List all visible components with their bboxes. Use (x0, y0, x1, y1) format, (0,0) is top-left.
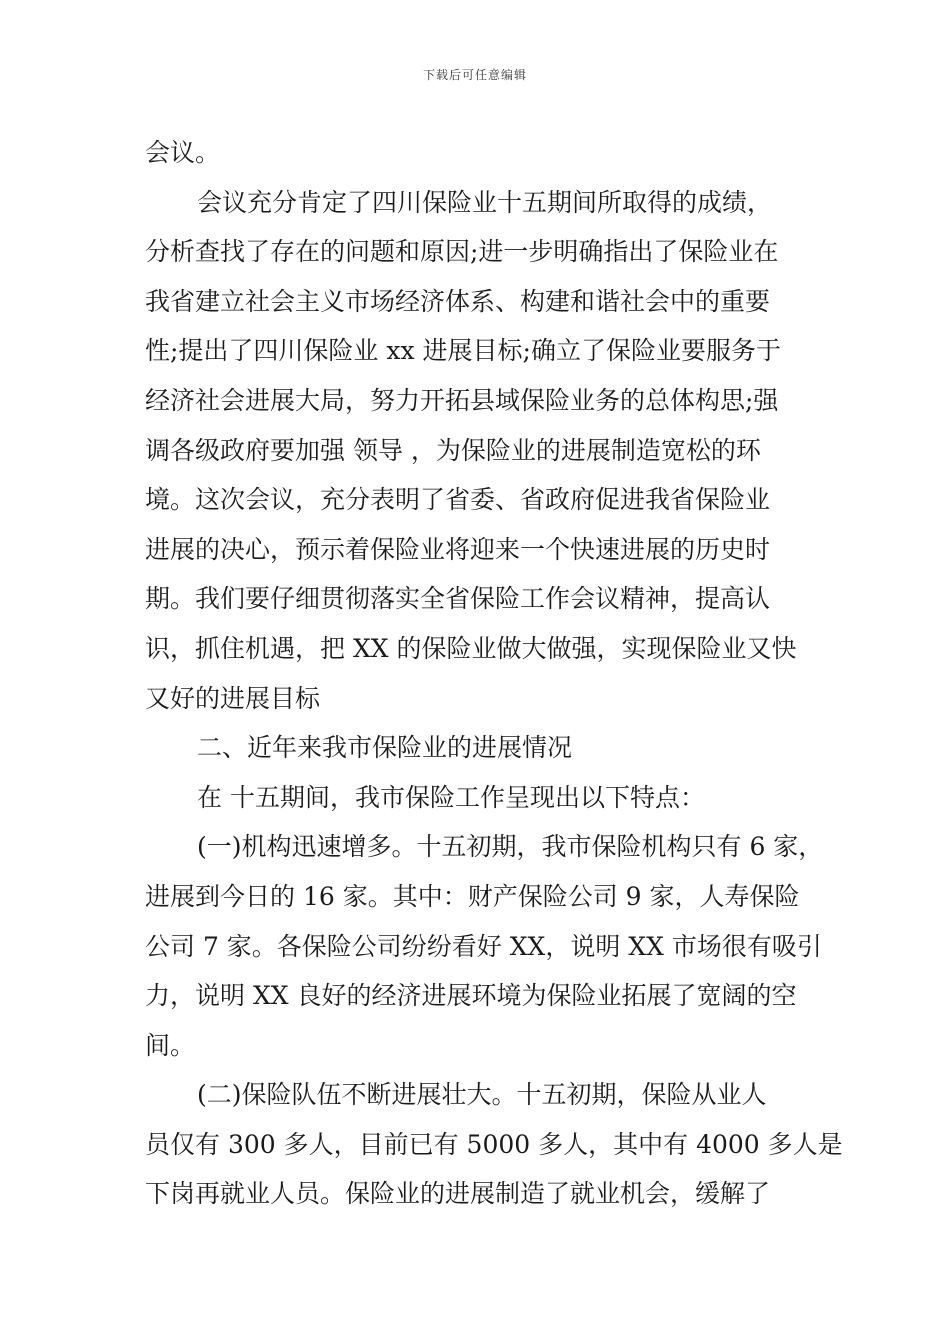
text-line: (一)机构迅速增多。十五初期，我市保险机构只有 6 家， (197, 832, 824, 862)
text-line: 我省建立社会主义市场经济体系、构建和谐社会中的重要 (145, 286, 771, 316)
text-line: 经济社会进展大局，努力开拓县域保险业务的总体构思;强 (145, 385, 779, 415)
text-line: 在 十五期间，我市保险工作呈现出以下特点： (197, 782, 705, 812)
text-line: 期。我们要仔细贯彻落实全省保险工作会议精神，提高认 (145, 584, 771, 614)
text-line: 分析查找了存在的问题和原因;进一步明确指出了保险业在 (145, 237, 779, 267)
text-line: 进展到今日的 16 家。其中：财产保险公司 9 家，人寿保险 (145, 881, 800, 911)
text-line: 员仅有 300 多人，目前已有 5000 多人，其中有 4000 多人是 (145, 1129, 843, 1159)
text-line: 会议。 (145, 138, 221, 167)
text-line: 调各级政府要加强 领导 ，为保险业的进展制造宽松的环 (145, 435, 761, 465)
text-line: 间。 (145, 1030, 196, 1060)
text-line: (二)保险队伍不断进展壮大。十五初期，保险从业人 (197, 1080, 767, 1110)
text-line: 力，说明 XX 良好的经济进展环境为保险业拓展了宽阔的空 (145, 981, 797, 1011)
text-line: 进展的决心，预示着保险业将迎来一个快速进展的历史时 (145, 534, 771, 564)
text-line: 会议充分肯定了四川保险业十五期间所取得的成绩， (197, 187, 773, 217)
text-line: 公司 7 家。各保险公司纷纷看好 XX，说明 XX 市场很有吸引 (145, 931, 822, 961)
text-line: 又好的进展目标 (145, 683, 321, 713)
page-header-note: 下载后可任意编辑 (422, 68, 527, 82)
section-heading: 二、近年来我市保险业的进展情况 (197, 733, 573, 763)
text-line: 下岗再就业人员。保险业的进展制造了就业机会，缓解了 (145, 1179, 771, 1209)
text-line: 识，抓住机遇，把 XX 的保险业做大做强，实现保险业又快 (145, 633, 797, 663)
text-line: 性;提出了四川保险业 xx 进展目标;确立了保险业要服务于 (145, 336, 781, 366)
document-body (145, 128, 843, 1219)
text-line: 境。这次会议，充分表明了省委、省政府促进我省保险业 (145, 485, 771, 515)
